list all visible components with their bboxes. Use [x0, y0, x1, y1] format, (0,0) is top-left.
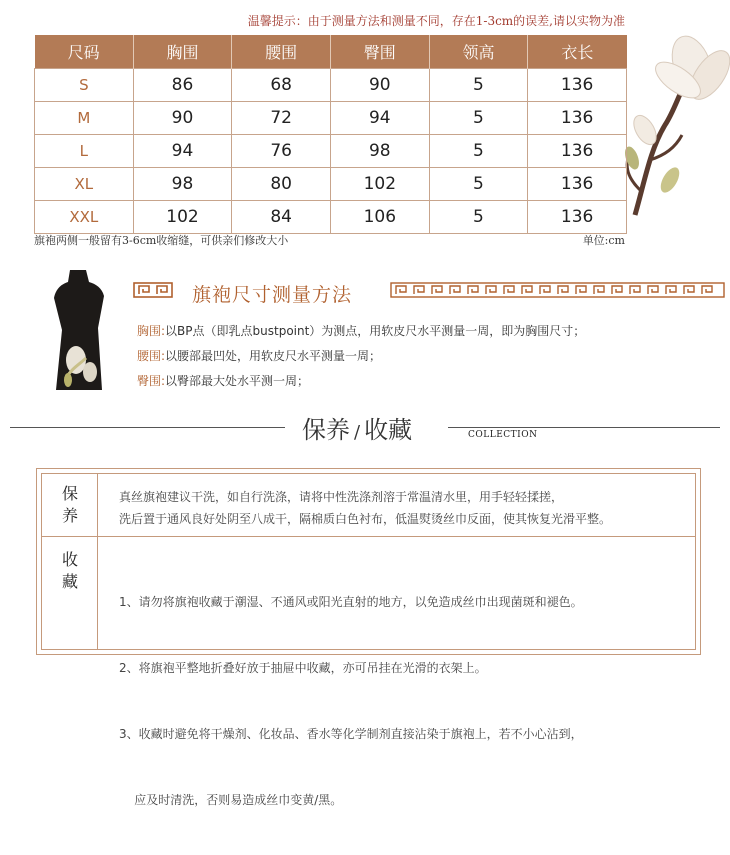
table-cell: 5	[429, 168, 528, 201]
unit-label: 单位:cm	[582, 234, 625, 247]
table-cell: L	[35, 135, 134, 168]
table-cell: 5	[429, 135, 528, 168]
measure-key: 臀围:	[137, 374, 166, 388]
maintain-label	[55, 483, 85, 527]
table-cell: 94	[330, 102, 429, 135]
magnolia-flower-icon	[620, 30, 730, 220]
table-cell: 102	[133, 201, 232, 234]
measure-waist	[137, 347, 381, 364]
header-size: 尺码	[35, 35, 134, 69]
table-cell: 72	[232, 102, 331, 135]
maintain-line: 真丝旗袍建议干洗，如自行洗涤，请将中性洗涤剂溶于常温清水里，用手轻轻揉搓，	[119, 490, 564, 504]
table-cell: XXL	[35, 201, 134, 234]
store-label-char: 藏	[61, 572, 78, 591]
store-line: 3、收藏时避免将干燥剂、化妆品、香水等化学制剂直接沾染于旗袍上，若不小心沾到，	[119, 727, 583, 741]
table-cell: 5	[429, 102, 528, 135]
store-text	[119, 547, 583, 855]
measure-key: 胸围:	[137, 324, 166, 338]
table-cell: 76	[232, 135, 331, 168]
maintain-line: 洗后置于通风良好处阴至八成干，隔棉质白色衬布，低温熨烫丝巾反面，使其恢复光滑平整。	[119, 512, 612, 526]
table-row	[35, 168, 627, 201]
table-cell: 102	[330, 168, 429, 201]
table-cell: 68	[232, 69, 331, 102]
table-cell: 86	[133, 69, 232, 102]
table-cell: 98	[330, 135, 429, 168]
maintain-label-char: 养	[61, 506, 78, 525]
table-cell: 136	[528, 168, 627, 201]
table-cell: 136	[528, 102, 627, 135]
measure-text: 以BP点（即乳点bustpoint）为测点，用软皮尺水平测量一周，即为胸围尺寸；	[165, 324, 586, 338]
meander-border-icon	[390, 282, 725, 298]
care-title-a: 保养	[302, 416, 350, 444]
table-note: 旗袍两侧一般留有3-6cm收缩缝，可供亲们修改大小	[34, 234, 289, 247]
size-table	[34, 35, 627, 234]
header-bust: 胸围	[133, 35, 232, 69]
measure-hip	[137, 372, 309, 389]
store-line: 应及时清洗，否则易造成丝巾变黄/黑。	[119, 793, 343, 807]
table-cell: 90	[330, 69, 429, 102]
table-row	[35, 135, 627, 168]
table-row	[35, 102, 627, 135]
measure-key: 腰围:	[137, 349, 166, 363]
measure-text: 以腰部最凹处，用软皮尺水平测量一周；	[165, 349, 382, 363]
maintain-text	[119, 486, 611, 530]
header-length: 衣长	[528, 35, 627, 69]
table-cell: XL	[35, 168, 134, 201]
store-label	[55, 549, 85, 593]
table-cell: 5	[429, 201, 528, 234]
size-table-header	[35, 35, 627, 69]
measurement-tip: 温馨提示：由于测量方法和测量不同，存在1-3cm的误差,请以实物为准	[247, 14, 625, 28]
table-cell: 106	[330, 201, 429, 234]
store-line: 1、请勿将旗袍收藏于潮湿、不通风或阳光直射的地方，以免造成丝巾出现菌斑和褪色。	[119, 595, 583, 609]
header-collar: 领高	[429, 35, 528, 69]
table-cell: 5	[429, 69, 528, 102]
care-title-sep: /	[354, 422, 361, 443]
header-hip: 臀围	[330, 35, 429, 69]
collection-label: COLLECTION	[468, 430, 538, 440]
table-cell: 80	[232, 168, 331, 201]
table-cell: 84	[232, 201, 331, 234]
care-title-b: 收藏	[364, 416, 413, 444]
table-cell: M	[35, 102, 134, 135]
store-label-char: 收	[61, 550, 78, 569]
care-box-divider	[41, 536, 696, 537]
measure-text: 以臀部最大处水平测一周；	[165, 374, 310, 388]
table-cell: S	[35, 69, 134, 102]
table-cell: 136	[528, 69, 627, 102]
table-cell: 136	[528, 201, 627, 234]
store-line: 2、将旗袍平整地折叠好放于抽屉中收藏，亦可吊挂在光滑的衣架上。	[119, 661, 487, 675]
meander-border-icon	[133, 282, 173, 298]
table-cell: 98	[133, 168, 232, 201]
divider-right	[448, 427, 720, 428]
divider-left	[10, 427, 285, 428]
table-cell: 94	[133, 135, 232, 168]
care-title	[302, 410, 412, 445]
table-row	[35, 69, 627, 102]
qipao-dress-icon	[46, 268, 114, 393]
maintain-label-char: 保	[61, 484, 78, 503]
table-cell: 90	[133, 102, 232, 135]
measure-bust	[137, 322, 585, 339]
care-box	[36, 468, 701, 807]
header-waist: 腰围	[232, 35, 331, 69]
table-row	[35, 201, 627, 234]
table-cell: 136	[528, 135, 627, 168]
measure-title: 旗袍尺寸测量方法	[192, 284, 353, 306]
care-box-column-divider	[97, 473, 98, 650]
